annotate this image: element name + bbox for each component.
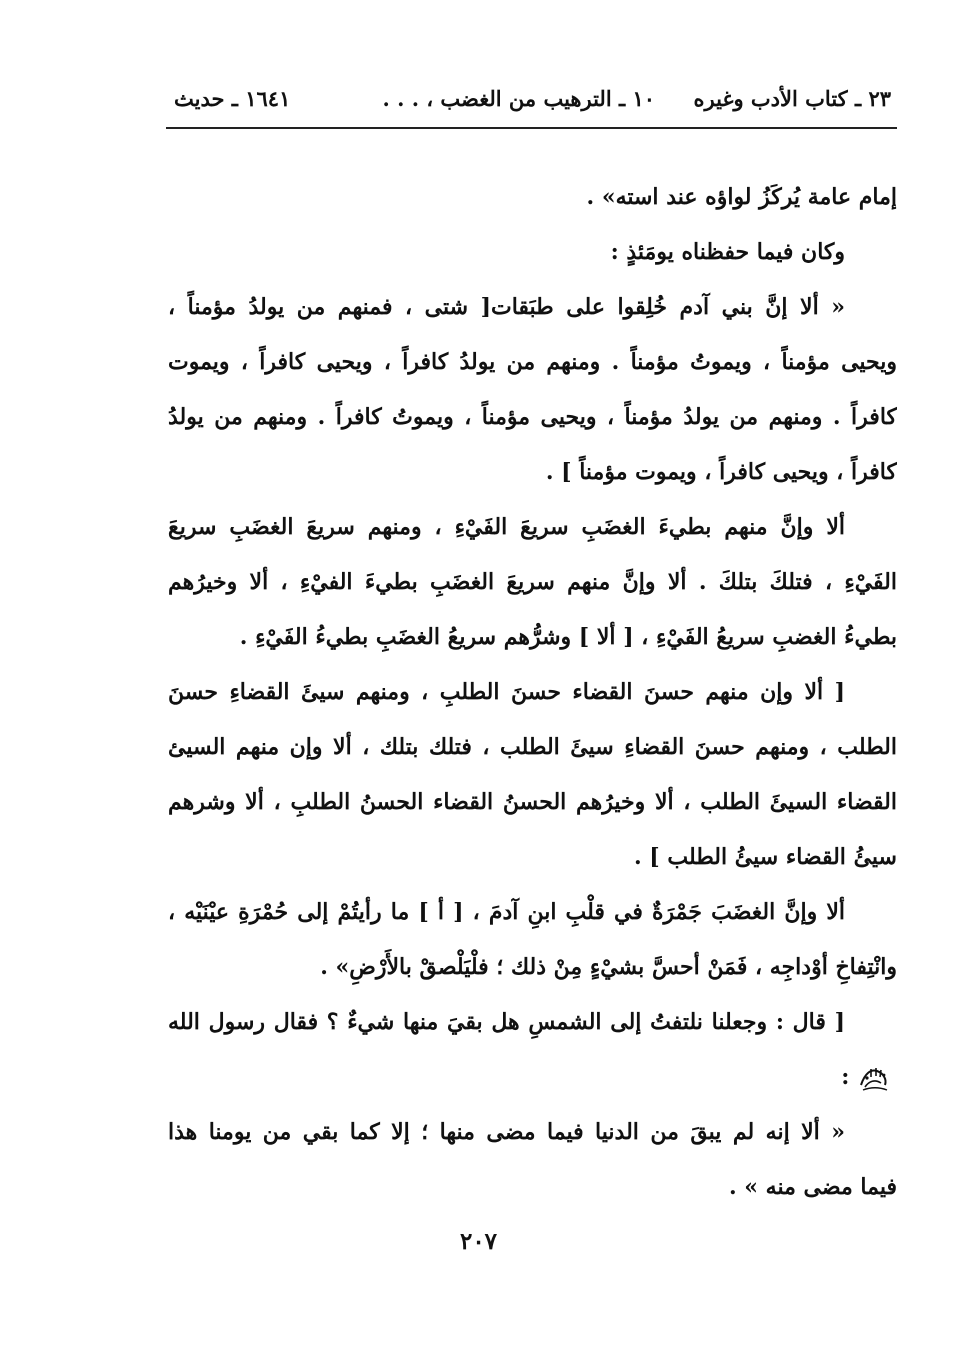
text-line-17 [168, 1050, 897, 1105]
text-line-15: وانْتِفاخِ أوْداجِه ، فَمَنْ أحسَّ بشيْءٍ مِنْ ذلك ؛ فلْيَلْصقْ بالأَرْضِ» . [320, 954, 897, 980]
text-line-2: وكان فيما حفظناه يومَئذٍ : [610, 239, 845, 265]
page-body [168, 170, 897, 1215]
text-line-3: « ألا إنَّ بني آدم خُلِقوا على طبَقات[ شتى ، فمنهم من يولدُ مؤمناً ، [168, 294, 845, 320]
text-line-6: كافراً ، ويحيى كافراً ، ويموت مؤمناً ] . [545, 459, 897, 485]
text-line-16: [ قال : وجعلنا نلتفتُ إلى الشمسِ هل بقيَ منها شيءٌ ؟ فقال رسول الله [168, 1009, 845, 1035]
text-line-19: فيما مضى منه » . [728, 1174, 897, 1200]
text-line-14: ألا وإنَّ الغضَبَ جَمْرَةٌ في قلْبِ ابنِ آدمَ ، [ أ ] ما رأيتُمْ إلى حُمْرَةِ عيْنَيْه ، [168, 899, 845, 925]
text-line-5: كافراً . ومنهم من يولدُ مؤمناً ، ويحيى مؤمناً ، ويموتُ كافراً . ومنهم من يولدُ [168, 404, 897, 430]
hadith-number: ١٦٤١ ـ حديث [174, 86, 291, 111]
text-line-9: بطيءُ الغضبِ سريعُ الفَيْءِ ، [ ألا ] وشرُّهم سريعُ الغضَبِ بطيءُ الفَيْءِ . [239, 624, 897, 650]
section-title: ١٠ ـ الترهيب من الغضب ، . . . [382, 86, 655, 111]
running-header [170, 84, 891, 116]
chapter-title: ٢٣ ـ كتاب الأدب وغيره [693, 86, 891, 111]
text-line-4: ويحيى مؤمناً ، ويموتُ مؤمناً . ومنهم من يولدُ كافراً ، ويحيى كافراً ، ويموت [168, 349, 897, 375]
seal-colon: : [841, 1064, 850, 1090]
text-line-11: الطلب ، ومنهم حسنَ القضاءِ سيئَ الطلب ، فتلك بتلك ، ألا وإن منهم السيئ [168, 734, 897, 760]
text-line-10: [ ألا وإن منهم حسنَ القضاء حسنَ الطلبِ ، ومنهم سيئَ القضاءِ حسنَ [168, 679, 845, 705]
text-line-13: سيئُ القضاء سيئُ الطلب ] . [633, 844, 897, 870]
text-line-8: الفَيْءِ ، فتلكَ بتلكَ . ألا وإنَّ منهم سريعَ الغضَبِ بطيءَ الفيْءِ ، ألا وخيرُهم [168, 569, 897, 595]
text-line-1: إمام عامة يُركَزُ لواؤه عند استه» . [586, 184, 897, 210]
header-divider [166, 127, 897, 129]
text-line-18: « ألا إنه لم يبقَ من الدنيا فيما مضى منها ؛ إلا كما بقي من يومنا هذا [168, 1119, 845, 1145]
page-number: ٢٠٧ [459, 1228, 498, 1255]
text-line-7: ألا وإنَّ منهم بطيءَ الغضَبِ سريعَ الفَيْءِ ، ومنهم سريعَ الغضَبِ سريعَ [168, 514, 845, 540]
salutation-seal-icon [857, 1063, 891, 1093]
text-line-12: القضاء السيئَ الطلب ، ألا وخيرُهم الحسنُ القضاء الحسنُ الطلبِ ، ألا وشرهم [168, 789, 897, 815]
